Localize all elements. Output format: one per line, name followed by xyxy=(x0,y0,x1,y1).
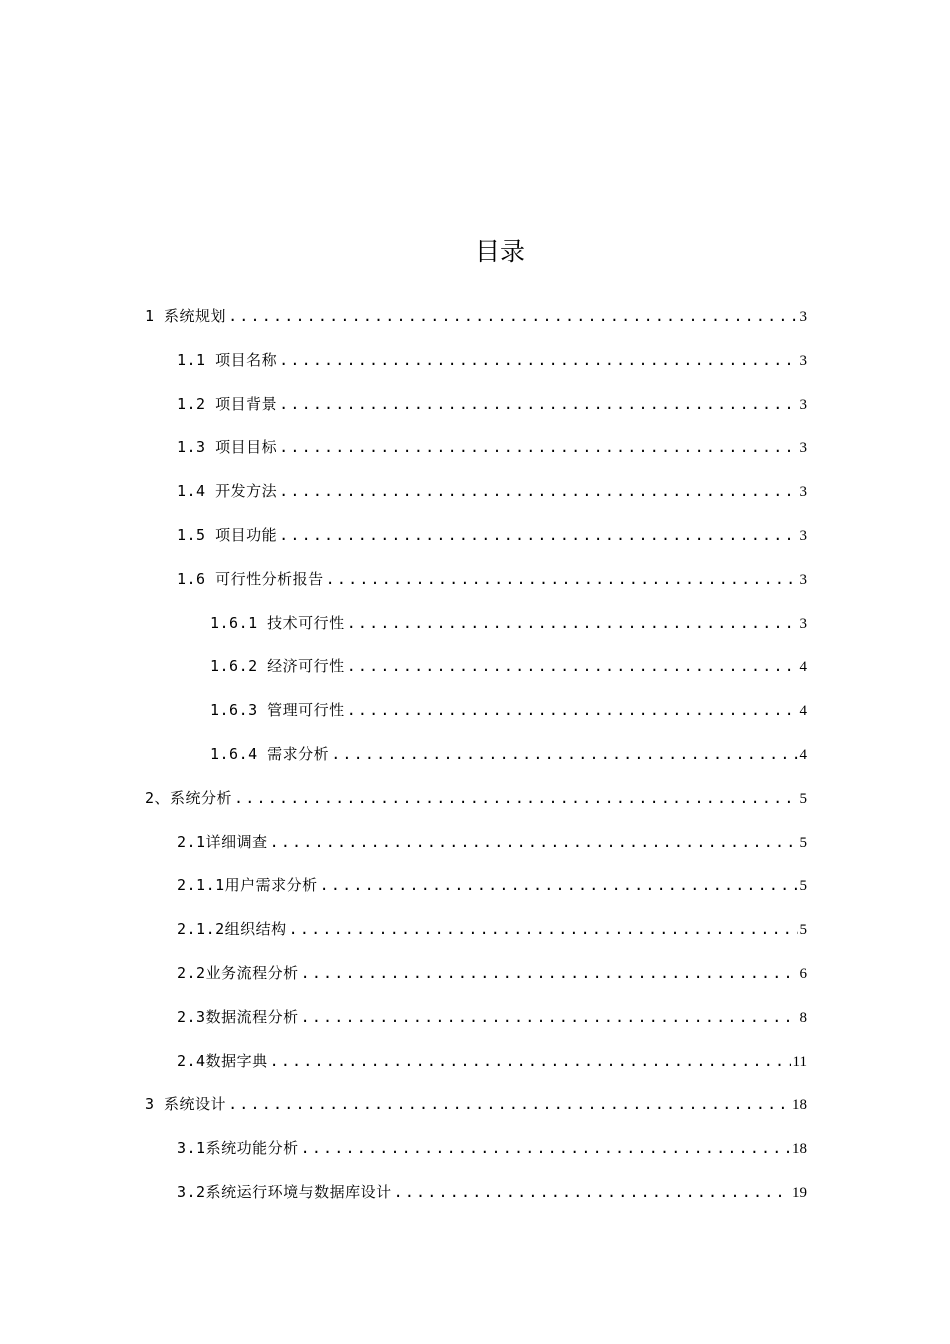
toc-entry-label: 2.1.2组织结构 xyxy=(177,920,287,939)
toc-entry-page-number: 5 xyxy=(799,922,807,939)
toc-dot-leader xyxy=(347,605,798,641)
toc-dot-leader xyxy=(279,342,797,378)
toc-entry-label: 1.6 可行性分析报告 xyxy=(177,569,324,588)
toc-dot-leader xyxy=(279,429,797,465)
toc-entry[interactable] xyxy=(145,429,807,473)
toc-dot-leader xyxy=(301,999,798,1035)
toc-entry-page-number: 4 xyxy=(799,703,807,720)
toc-entry-label: 1.1 项目名称 xyxy=(177,350,278,369)
toc-entry[interactable] xyxy=(145,1043,807,1087)
toc-entry-label: 2、系统分析 xyxy=(145,788,233,807)
toc-title: 目录 xyxy=(474,237,525,266)
toc-entry[interactable] xyxy=(145,342,807,386)
toc-entry[interactable] xyxy=(145,955,807,999)
toc-dot-leader xyxy=(331,736,797,772)
toc-entry-label: 2.4数据字典 xyxy=(177,1051,268,1070)
toc-dot-leader xyxy=(234,780,797,816)
toc-dot-leader xyxy=(279,386,797,422)
toc-entry-page-number: 3 xyxy=(799,527,807,544)
toc-entry[interactable] xyxy=(145,1174,807,1218)
toc-dot-leader xyxy=(228,298,797,334)
toc-entry-label: 1.3 项目目标 xyxy=(177,438,278,457)
toc-entry[interactable] xyxy=(145,692,807,736)
toc-entry[interactable] xyxy=(145,824,807,868)
toc-dot-leader xyxy=(270,824,798,860)
toc-dot-leader xyxy=(279,473,797,509)
toc-entry-label: 1.6.3 管理可行性 xyxy=(210,701,345,720)
toc-entry-label: 1.2 项目背景 xyxy=(177,394,278,413)
toc-entry-page-number: 6 xyxy=(799,965,807,982)
toc-dot-leader xyxy=(301,955,798,991)
toc-dot-leader xyxy=(301,1130,790,1166)
toc-entry-label: 2.2业务流程分析 xyxy=(177,963,299,982)
toc-entry-page-number: 19 xyxy=(792,1184,807,1201)
toc-entry-label: 3 系统设计 xyxy=(145,1095,227,1114)
toc-dot-leader xyxy=(279,517,797,553)
toc-entry-label: 1 系统规划 xyxy=(145,307,227,325)
toc-entry-page-number: 5 xyxy=(799,878,807,895)
toc-entry[interactable] xyxy=(145,1086,807,1130)
table-of-contents xyxy=(145,298,807,1218)
toc-entry[interactable] xyxy=(145,605,807,649)
toc-entry[interactable] xyxy=(145,911,807,955)
toc-entry-label: 2.1.1用户需求分析 xyxy=(177,876,318,895)
toc-entry-label: 1.6.2 经济可行性 xyxy=(210,657,345,676)
toc-dot-leader xyxy=(228,1086,790,1122)
toc-dot-leader xyxy=(347,648,798,684)
toc-dot-leader xyxy=(347,692,798,728)
toc-entry-page-number: 3 xyxy=(799,484,807,501)
toc-entry-page-number: 18 xyxy=(792,1097,807,1114)
toc-dot-leader xyxy=(394,1174,790,1210)
toc-entry-label: 3.1系统功能分析 xyxy=(177,1139,299,1158)
toc-entry[interactable] xyxy=(145,648,807,692)
toc-dot-leader xyxy=(326,561,798,597)
toc-entry-page-number: 5 xyxy=(799,790,807,807)
toc-entry-page-number: 4 xyxy=(799,746,807,763)
toc-entry-page-number: 18 xyxy=(792,1141,807,1158)
toc-entry[interactable] xyxy=(145,1130,807,1174)
toc-entry-label: 1.5 项目功能 xyxy=(177,525,278,544)
toc-entry-page-number: 8 xyxy=(799,1009,807,1026)
toc-entry-page-number: 3 xyxy=(799,309,807,325)
toc-entry-page-number: 11 xyxy=(792,1053,807,1070)
toc-entry[interactable] xyxy=(145,386,807,430)
toc-entry[interactable] xyxy=(145,473,807,517)
toc-entry-label: 1.6.1 技术可行性 xyxy=(210,613,345,632)
toc-dot-leader xyxy=(270,1043,791,1079)
toc-entry-page-number: 3 xyxy=(799,615,807,632)
toc-entry[interactable] xyxy=(145,561,807,605)
toc-entry-label: 1.6.4 需求分析 xyxy=(210,744,330,763)
toc-entry-page-number: 3 xyxy=(799,396,807,413)
toc-entry[interactable] xyxy=(145,780,807,824)
toc-entry[interactable] xyxy=(145,298,807,342)
toc-entry-page-number: 4 xyxy=(799,659,807,676)
toc-entry-label: 2.3数据流程分析 xyxy=(177,1007,299,1026)
toc-entry-page-number: 3 xyxy=(799,352,807,369)
toc-entry-label: 3.2系统运行环境与数据库设计 xyxy=(177,1182,392,1201)
toc-entry[interactable] xyxy=(145,867,807,911)
toc-entry[interactable] xyxy=(145,736,807,780)
toc-entry[interactable] xyxy=(145,999,807,1043)
toc-dot-leader xyxy=(289,911,798,947)
toc-entry-page-number: 3 xyxy=(799,571,807,588)
toc-entry-page-number: 5 xyxy=(799,834,807,851)
toc-entry-page-number: 3 xyxy=(799,440,807,457)
toc-entry-label: 1.4 开发方法 xyxy=(177,482,278,501)
toc-dot-leader xyxy=(320,867,798,903)
toc-entry[interactable] xyxy=(145,517,807,561)
toc-entry-label: 2.1详细调查 xyxy=(177,832,268,851)
